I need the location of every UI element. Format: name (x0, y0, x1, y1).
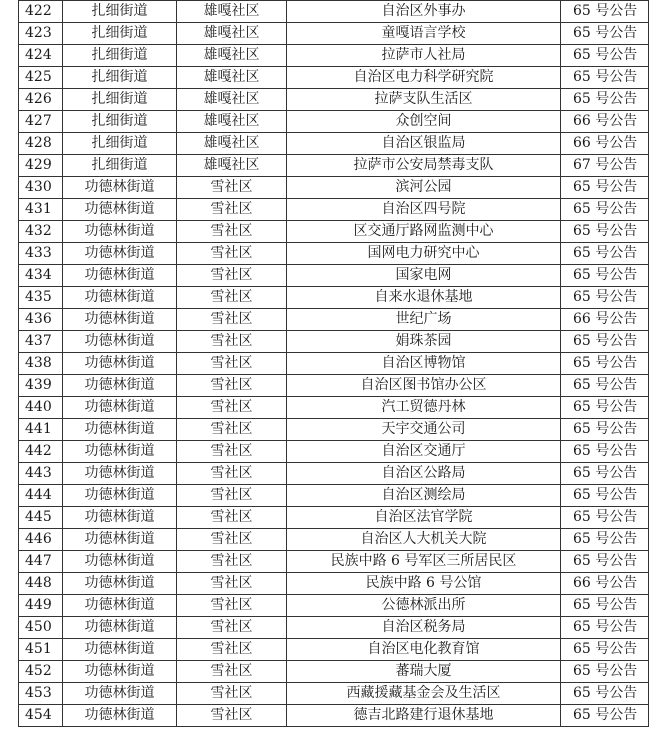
community-cell: 雪社区 (177, 485, 287, 507)
street-cell: 功德林街道 (63, 551, 177, 573)
street-cell: 功德林街道 (63, 683, 177, 705)
place-cell: 汽工贸德丹林 (287, 397, 561, 419)
place-cell: 西藏援藏基金会及生活区 (287, 683, 561, 705)
street-cell: 扎细街道 (63, 111, 177, 133)
table-row (19, 595, 649, 617)
notice-cell: 65 号公告 (561, 661, 649, 683)
street-cell: 功德林街道 (63, 705, 177, 727)
place-cell: 民族中路 6 号公馆 (287, 573, 561, 595)
community-cell: 雪社区 (177, 397, 287, 419)
table-row (19, 573, 649, 595)
row-number-cell: 452 (19, 661, 63, 683)
notice-cell: 65 号公告 (561, 23, 649, 45)
community-cell: 雪社区 (177, 177, 287, 199)
street-cell: 功德林街道 (63, 573, 177, 595)
place-cell: 天宇交通公司 (287, 419, 561, 441)
table-row (19, 1, 649, 23)
row-number-cell: 441 (19, 419, 63, 441)
street-cell: 扎细街道 (63, 89, 177, 111)
notice-cell: 65 号公告 (561, 419, 649, 441)
place-cell: 自治区交通厅 (287, 441, 561, 463)
notice-cell: 67 号公告 (561, 155, 649, 177)
street-cell: 功德林街道 (63, 265, 177, 287)
community-cell: 雪社区 (177, 199, 287, 221)
table-row (19, 111, 649, 133)
row-number-cell: 437 (19, 331, 63, 353)
place-cell: 自治区税务局 (287, 617, 561, 639)
table-row (19, 529, 649, 551)
table-row (19, 639, 649, 661)
notice-cell: 66 号公告 (561, 133, 649, 155)
row-number-cell: 427 (19, 111, 63, 133)
street-cell: 扎细街道 (63, 1, 177, 23)
community-cell: 雄嘎社区 (177, 45, 287, 67)
table-row (19, 221, 649, 243)
notice-cell: 65 号公告 (561, 683, 649, 705)
community-cell: 雪社区 (177, 441, 287, 463)
row-number-cell: 431 (19, 199, 63, 221)
table-row (19, 661, 649, 683)
row-number-cell: 436 (19, 309, 63, 331)
place-cell: 自治区法官学院 (287, 507, 561, 529)
table-row (19, 507, 649, 529)
row-number-cell: 433 (19, 243, 63, 265)
notice-cell: 65 号公告 (561, 265, 649, 287)
table-row (19, 485, 649, 507)
street-cell: 功德林街道 (63, 199, 177, 221)
notice-cell: 65 号公告 (561, 705, 649, 727)
row-number-cell: 423 (19, 23, 63, 45)
table-row (19, 309, 649, 331)
place-cell: 拉萨市公安局禁毒支队 (287, 155, 561, 177)
row-number-cell: 451 (19, 639, 63, 661)
street-cell: 扎细街道 (63, 45, 177, 67)
community-cell: 雪社区 (177, 529, 287, 551)
community-cell: 雪社区 (177, 661, 287, 683)
place-cell: 自治区电力科学研究院 (287, 67, 561, 89)
street-cell: 功德林街道 (63, 661, 177, 683)
table-row (19, 551, 649, 573)
table-row (19, 463, 649, 485)
notice-cell: 65 号公告 (561, 397, 649, 419)
community-cell: 雪社区 (177, 331, 287, 353)
street-cell: 功德林街道 (63, 309, 177, 331)
table-body (19, 1, 649, 727)
place-cell: 自治区四号院 (287, 199, 561, 221)
notice-cell: 65 号公告 (561, 199, 649, 221)
row-number-cell: 447 (19, 551, 63, 573)
community-cell: 雄嘎社区 (177, 155, 287, 177)
notice-cell: 65 号公告 (561, 529, 649, 551)
street-cell: 功德林街道 (63, 463, 177, 485)
notice-cell: 65 号公告 (561, 463, 649, 485)
street-cell: 扎细街道 (63, 23, 177, 45)
notice-cell: 66 号公告 (561, 111, 649, 133)
row-number-cell: 448 (19, 573, 63, 595)
place-cell: 自治区测绘局 (287, 485, 561, 507)
community-cell: 雪社区 (177, 463, 287, 485)
community-cell: 雄嘎社区 (177, 111, 287, 133)
community-cell: 雪社区 (177, 639, 287, 661)
notice-cell: 65 号公告 (561, 441, 649, 463)
notice-cell: 66 号公告 (561, 309, 649, 331)
street-cell: 功德林街道 (63, 243, 177, 265)
row-number-cell: 445 (19, 507, 63, 529)
street-cell: 功德林街道 (63, 485, 177, 507)
notice-cell: 65 号公告 (561, 595, 649, 617)
table-row (19, 265, 649, 287)
row-number-cell: 454 (19, 705, 63, 727)
row-number-cell: 428 (19, 133, 63, 155)
community-cell: 雪社区 (177, 705, 287, 727)
street-cell: 功德林街道 (63, 529, 177, 551)
table-row (19, 287, 649, 309)
row-number-cell: 434 (19, 265, 63, 287)
place-cell: 世纪广场 (287, 309, 561, 331)
place-cell: 自来水退休基地 (287, 287, 561, 309)
community-cell: 雪社区 (177, 353, 287, 375)
street-cell: 功德林街道 (63, 177, 177, 199)
community-cell: 雪社区 (177, 683, 287, 705)
street-cell: 功德林街道 (63, 331, 177, 353)
table-row (19, 23, 649, 45)
row-number-cell: 425 (19, 67, 63, 89)
community-cell: 雄嘎社区 (177, 23, 287, 45)
row-number-cell: 453 (19, 683, 63, 705)
row-number-cell: 444 (19, 485, 63, 507)
community-cell: 雪社区 (177, 551, 287, 573)
row-number-cell: 446 (19, 529, 63, 551)
notice-cell: 65 号公告 (561, 243, 649, 265)
street-cell: 扎细街道 (63, 133, 177, 155)
street-cell: 扎细街道 (63, 67, 177, 89)
notice-cell: 65 号公告 (561, 331, 649, 353)
row-number-cell: 438 (19, 353, 63, 375)
place-cell: 民族中路 6 号军区三所居民区 (287, 551, 561, 573)
row-number-cell: 435 (19, 287, 63, 309)
table-row (19, 441, 649, 463)
place-cell: 众创空间 (287, 111, 561, 133)
street-cell: 功德林街道 (63, 441, 177, 463)
place-cell: 自治区银监局 (287, 133, 561, 155)
community-cell: 雪社区 (177, 287, 287, 309)
row-number-cell: 424 (19, 45, 63, 67)
row-number-cell: 439 (19, 375, 63, 397)
notice-cell: 65 号公告 (561, 221, 649, 243)
table-row (19, 177, 649, 199)
street-cell: 功德林街道 (63, 419, 177, 441)
community-cell: 雪社区 (177, 243, 287, 265)
table-row (19, 705, 649, 727)
place-cell: 蕃瑞大厦 (287, 661, 561, 683)
table-row (19, 617, 649, 639)
community-cell: 雪社区 (177, 507, 287, 529)
place-cell: 国家电网 (287, 265, 561, 287)
row-number-cell: 430 (19, 177, 63, 199)
community-cell: 雄嘎社区 (177, 1, 287, 23)
place-cell: 自治区人大机关大院 (287, 529, 561, 551)
place-cell: 自治区电化教育馆 (287, 639, 561, 661)
table-row (19, 419, 649, 441)
notice-cell: 65 号公告 (561, 177, 649, 199)
street-cell: 功德林街道 (63, 639, 177, 661)
place-cell: 德吉北路建行退休基地 (287, 705, 561, 727)
notice-cell: 65 号公告 (561, 507, 649, 529)
row-number-cell: 443 (19, 463, 63, 485)
community-cell: 雪社区 (177, 419, 287, 441)
row-number-cell: 450 (19, 617, 63, 639)
notice-cell: 65 号公告 (561, 551, 649, 573)
table-row (19, 683, 649, 705)
street-cell: 功德林街道 (63, 617, 177, 639)
row-number-cell: 442 (19, 441, 63, 463)
notice-cell: 65 号公告 (561, 485, 649, 507)
notice-cell: 65 号公告 (561, 89, 649, 111)
document-page (18, 0, 649, 727)
place-cell: 拉萨市人社局 (287, 45, 561, 67)
row-number-cell: 426 (19, 89, 63, 111)
community-cell: 雄嘎社区 (177, 133, 287, 155)
table-row (19, 397, 649, 419)
table-row (19, 67, 649, 89)
notice-cell: 65 号公告 (561, 67, 649, 89)
locations-table (18, 0, 649, 727)
street-cell: 功德林街道 (63, 287, 177, 309)
place-cell: 公德林派出所 (287, 595, 561, 617)
community-cell: 雪社区 (177, 221, 287, 243)
notice-cell: 66 号公告 (561, 573, 649, 595)
place-cell: 区交通厅路网监测中心 (287, 221, 561, 243)
community-cell: 雪社区 (177, 375, 287, 397)
place-cell: 自治区图书馆办公区 (287, 375, 561, 397)
community-cell: 雪社区 (177, 595, 287, 617)
place-cell: 国网电力研究中心 (287, 243, 561, 265)
street-cell: 功德林街道 (63, 353, 177, 375)
notice-cell: 65 号公告 (561, 287, 649, 309)
table-row (19, 243, 649, 265)
community-cell: 雄嘎社区 (177, 67, 287, 89)
row-number-cell: 422 (19, 1, 63, 23)
street-cell: 功德林街道 (63, 595, 177, 617)
street-cell: 功德林街道 (63, 221, 177, 243)
community-cell: 雪社区 (177, 309, 287, 331)
table-row (19, 133, 649, 155)
place-cell: 自治区公路局 (287, 463, 561, 485)
table-row (19, 45, 649, 67)
table-row (19, 375, 649, 397)
place-cell: 童嘎语言学校 (287, 23, 561, 45)
community-cell: 雪社区 (177, 265, 287, 287)
community-cell: 雄嘎社区 (177, 89, 287, 111)
place-cell: 娟珠茶园 (287, 331, 561, 353)
notice-cell: 65 号公告 (561, 1, 649, 23)
row-number-cell: 440 (19, 397, 63, 419)
notice-cell: 65 号公告 (561, 353, 649, 375)
row-number-cell: 432 (19, 221, 63, 243)
street-cell: 功德林街道 (63, 375, 177, 397)
place-cell: 自治区博物馆 (287, 353, 561, 375)
table-row (19, 331, 649, 353)
row-number-cell: 429 (19, 155, 63, 177)
place-cell: 滨河公园 (287, 177, 561, 199)
table-row (19, 89, 649, 111)
street-cell: 功德林街道 (63, 507, 177, 529)
notice-cell: 65 号公告 (561, 617, 649, 639)
table-row (19, 155, 649, 177)
table-row (19, 353, 649, 375)
community-cell: 雪社区 (177, 573, 287, 595)
notice-cell: 65 号公告 (561, 639, 649, 661)
place-cell: 自治区外事办 (287, 1, 561, 23)
notice-cell: 65 号公告 (561, 45, 649, 67)
row-number-cell: 449 (19, 595, 63, 617)
community-cell: 雪社区 (177, 617, 287, 639)
street-cell: 扎细街道 (63, 155, 177, 177)
notice-cell: 65 号公告 (561, 375, 649, 397)
table-row (19, 199, 649, 221)
place-cell: 拉萨支队生活区 (287, 89, 561, 111)
street-cell: 功德林街道 (63, 397, 177, 419)
